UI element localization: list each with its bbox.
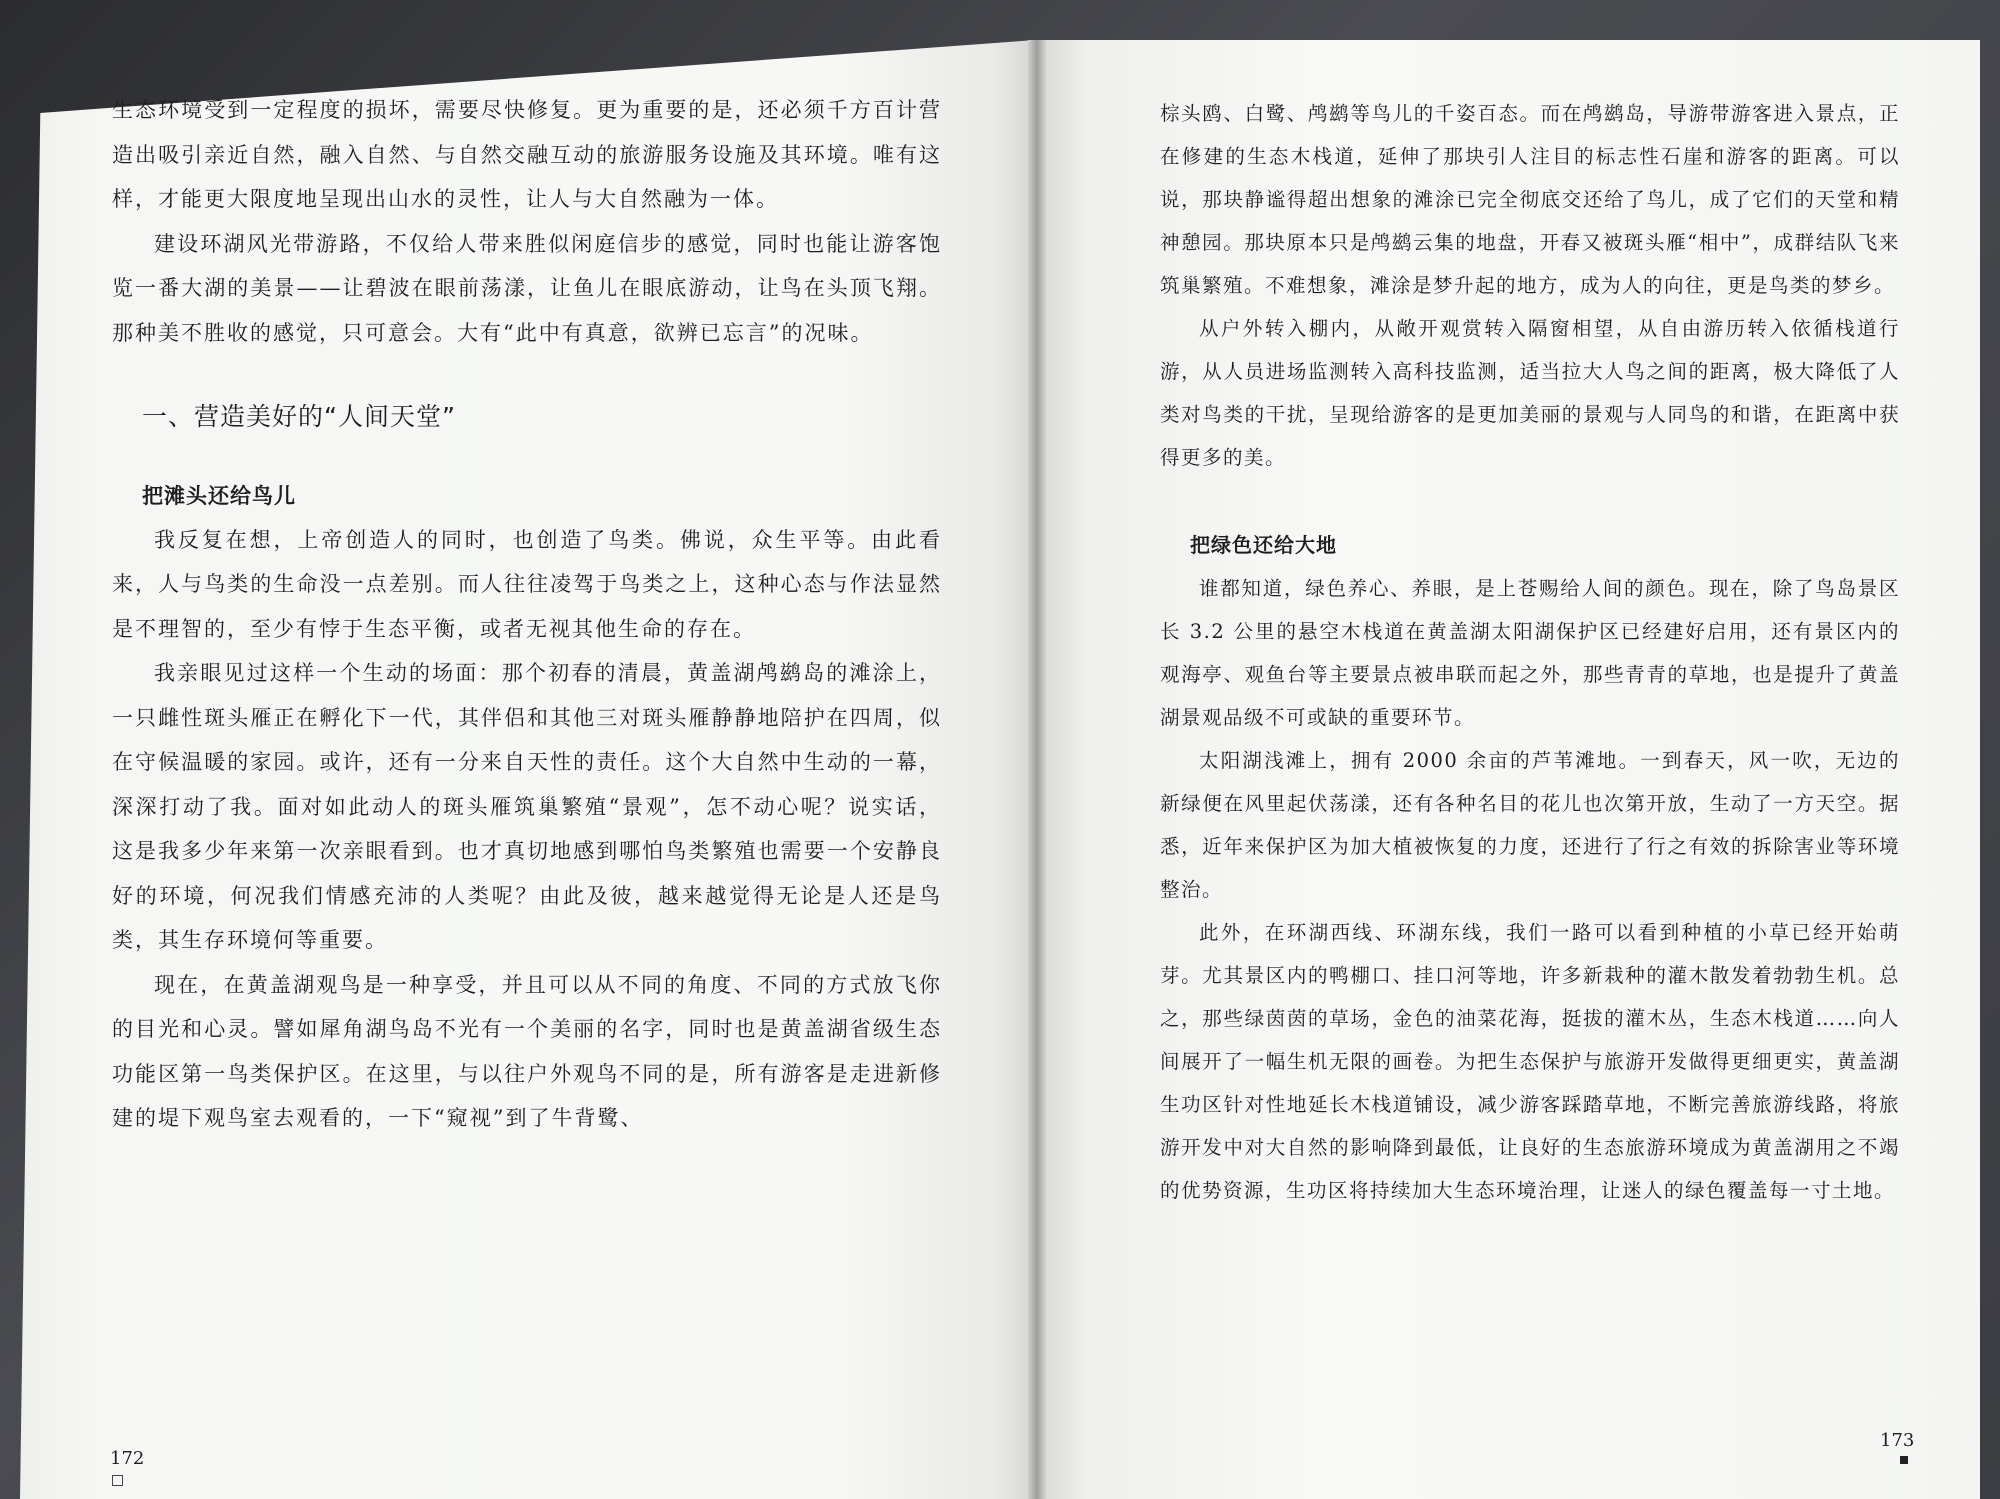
subsection-title-green: 把绿色还给大地 <box>1190 533 1337 557</box>
page-number-right: 173 <box>1880 1430 1915 1451</box>
left-intro-paragraph-1: 生态环境受到一定程度的损坏，需要尽快修复。更为重要的是，还必须千方百计营造出吸引亲近自然，融入自然、与自然交融互动的旅游服务设施及其环境。唯有这样，才能更大限度地呈现出山水的灵性，让人与大自然融为一体。 <box>112 98 942 211</box>
page-number-left: 172 <box>110 1448 145 1469</box>
book-gutter <box>1028 40 1046 1499</box>
left-page-text <box>112 88 942 1141</box>
page-marker-right-icon <box>1900 1456 1908 1464</box>
subsection-title-beach: 把滩头还给鸟儿 <box>142 483 296 508</box>
right-body-paragraph-1: 谁都知道，绿色养心、养眼，是上苍赐给人间的颜色。现在，除了鸟岛景区长 3.2 公里的悬空木栈道在黄盖湖太阳湖保护区已经建好启用，还有景区内的观海亭、观鱼台等主要景点被串联而起之外，那些青青的草地，也是提升了黄盖湖景观品级不可或缺的重要环节。 <box>1160 577 1900 729</box>
right-page-text <box>1160 92 1900 1212</box>
right-body-paragraph-2: 太阳湖浅滩上，拥有 2000 余亩的芦苇滩地。一到春天，风一吹，无边的新绿便在风里起伏荡漾，还有各种名目的花儿也次第开放，生动了一方天空。据悉，近年来保护区为加大植被恢复的力度，还进行了行之有效的拆除害业等环境整治。 <box>1160 749 1900 901</box>
right-intro-paragraph-2: 从户外转入棚内，从敞开观赏转入隔窗相望，从自由游历转入依循栈道行游，从人员进场监测转入高科技监测，适当拉大人鸟之间的距离，极大降低了人类对鸟类的干扰，呈现给游客的是更加美丽的景观与人同鸟的和谐，在距离中获得更多的美。 <box>1160 317 1900 469</box>
left-body-paragraph-3: 现在，在黄盖湖观鸟是一种享受，并且可以从不同的角度、不同的方式放飞你的目光和心灵。譬如犀角湖鸟岛不光有一个美丽的名字，同时也是黄盖湖省级生态功能区第一鸟类保护区。在这里，与以往户外观鸟不同的是，所有游客是走进新修建的堤下观鸟室去观看的，一下“窥视”到了牛背鹭、 <box>112 972 942 1130</box>
section-title: 一、营造美好的“人间天堂” <box>142 402 456 431</box>
left-body-paragraph-2: 我亲眼见过这样一个生动的场面：那个初春的清晨，黄盖湖鸬鹚岛的滩涂上，一只雌性斑头雁正在孵化下一代，其伴侣和其他三对斑头雁静静地陪护在四周，似在守候温暖的家园。或许，还有一分来自天性的责任。这个大自然中生动的一幕，深深打动了我。面对如此动人的斑头雁筑巢繁殖“景观”，怎不动心呢？说实话，这是我多少年来第一次亲眼看到。也才真切地感到哪怕鸟类繁殖也需要一个安静良好的环境，何况我们情感充沛的人类呢？由此及彼，越来越觉得无论是人还是鸟类，其生存环境何等重要。 <box>112 661 942 952</box>
page-marker-left-icon <box>112 1475 123 1486</box>
left-intro-paragraph-2: 建设环湖风光带游路，不仅给人带来胜似闲庭信步的感觉，同时也能让游客饱览一番大湖的美景——让碧波在眼前荡漾，让鱼儿在眼底游动，让鸟在头顶飞翔。那种美不胜收的感觉，只可意会。大有“此中有真意，欲辨已忘言”的况味。 <box>112 231 942 345</box>
right-body-paragraph-3: 此外，在环湖西线、环湖东线，我们一路可以看到种植的小草已经开始萌芽。尤其景区内的鸭棚口、挂口河等地，许多新栽种的灌木散发着勃勃生机。总之，那些绿茵茵的草场，金色的油菜花海，挺拔的灌木丛，生态木栈道……向人间展开了一幅生机无限的画卷。为把生态保护与旅游开发做得更细更实，黄盖湖生功区针对性地延长木栈道铺设，减少游客踩踏草地，不断完善旅游线路，将旅游开发中对大自然的影响降到最低，让良好的生态旅游环境成为黄盖湖用之不竭的优势资源，生功区将持续加大生态环境治理，让迷人的绿色覆盖每一寸土地。 <box>1160 921 1900 1202</box>
left-body-paragraph-1: 我反复在想，上帝创造人的同时，也创造了鸟类。佛说，众生平等。由此看来，人与鸟类的生命没一点差别。而人往往凌驾于鸟类之上，这种心态与作法显然是不理智的，至少有悖于生态平衡，或者无视其他生命的存在。 <box>112 527 942 641</box>
book-spread <box>20 40 1980 1499</box>
right-intro-paragraph-1: 棕头鸥、白鹭、鸬鹚等鸟儿的千姿百态。而在鸬鹚岛，导游带游客进入景点，正在修建的生态木栈道，延伸了那块引人注目的标志性石崖和游客的距离。可以说，那块静谧得超出想象的滩涂已完全彻底交还给了鸟儿，成了它们的天堂和精神憩园。那块原本只是鸬鹚云集的地盘，开春又被斑头雁“相中”，成群结队飞来筑巢繁殖。不难想象，滩涂是梦升起的地方，成为人的向往，更是鸟类的梦乡。 <box>1160 102 1900 297</box>
